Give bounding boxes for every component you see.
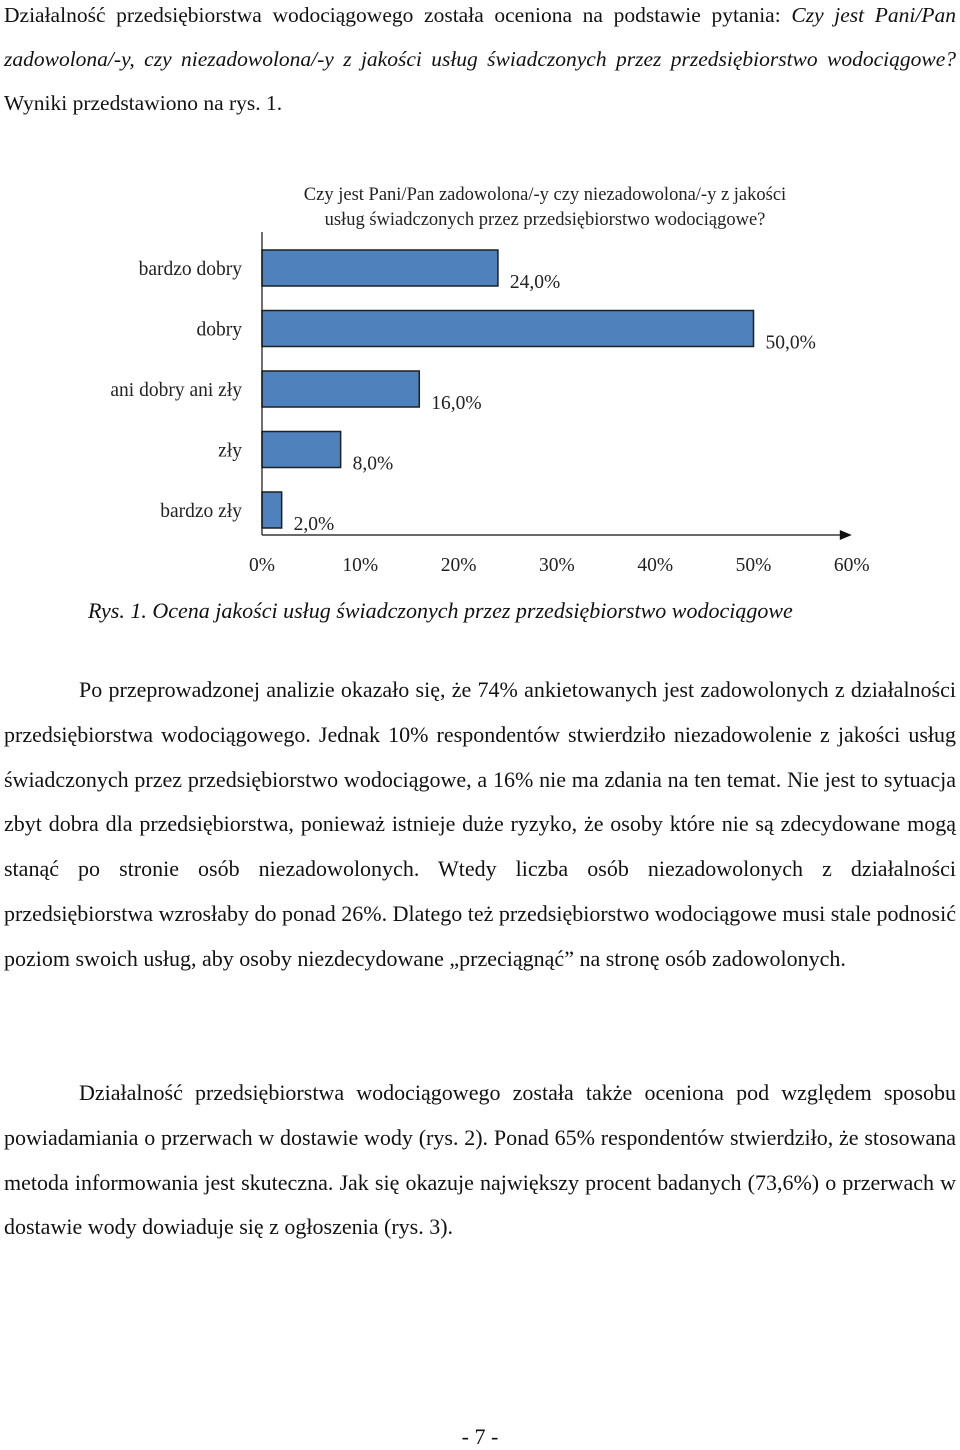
survey-question: Czy jest Pani/Pan zadowolona/-y, czy niezadowolona/-y z jakości usług świadczonych przez przedsiębiorstwo wodociągowe? [4,3,956,71]
category-label: bardzo zły [160,501,242,522]
bar-bardzo-zły [262,492,282,528]
bar-value-label: 16,0% [431,393,482,414]
notification-paragraph: Działalność przedsiębiorstwa wodociągowego została także oceniona pod względem sposobu powiadamiania o przerwach w dostawie wody (rys. 2). Ponad 65% respondentów stwierdziło, że stosowana metoda informowania jest skuteczna. Jak się okazuje największy procent badanych (73,6%) o przerwach w dostawie wody dowiaduje się z ogłoszenia (rys. 3). [4,1080,956,1240]
bar-value-label: 8,0% [352,453,394,475]
page-number: - 7 - [461,1424,499,1449]
chart-title [304,185,786,230]
x-tick-label: 20% [440,555,477,576]
category-label: zły [218,440,242,462]
chart-bars [110,250,815,535]
x-tick-label: 10% [342,555,379,576]
x-tick-label: 30% [539,555,575,576]
x-axis-arrow-icon [840,530,852,540]
bar-dobry [262,311,754,347]
intro-paragraph [4,0,956,125]
intro-text-start: Działalność przedsiębiorstwa wodociągowego została oceniona na podstawie pytania: [4,3,792,27]
survey-bar-chart [0,170,960,590]
bar-value-label: 2,0% [293,514,335,535]
bar-ani-dobry-ani-zły [262,371,419,407]
analysis-paragraph: Po przeprowadzonej analizie okazało się, że 74% ankietowanych jest zadowolonych z działalności przedsiębiorstwa wodociągowego. Jednak 10% respondentów stwierdziło niezadowolenie z jakości usług świadczonych przez przedsiębiorstwo wodociągowe, a 16% nie ma zdania na ten temat. Nie jest to sytuacja zbyt dobra dla przedsiębiorstwa, ponieważ istnieje duże ryzyko, że osoby które nie są zdecydowane mogą stanąć po stronie osób niezadowolonych. Wtedy liczba osób niezadowolonych z działalności przedsiębiorstwa wzrosłaby do ponad 26%. Dlatego też przedsiębiorstwo wodociągowe musi stale podnosić poziom swoich usług, aby osoby niezdecydowane „przeciągnąć” na stronę osób zadowolonych. [4,677,956,971]
bar-value-label: 24,0% [509,272,561,293]
x-tick-label: 40% [637,555,674,576]
category-label: bardzo dobry [138,259,242,280]
x-tick-label: 50% [735,555,772,576]
intro-text-end: Wyniki przedstawiono na rys. 1. [4,91,283,115]
bar-zły [262,432,341,468]
x-tick-label: 0% [249,555,275,576]
x-tick-label: 60% [833,555,870,576]
chart-title-line: Czy jest Pani/Pan zadowolona/-y czy niezadowolona/-y z jakości [303,185,787,205]
bar-bardzo-dobry [262,250,498,286]
category-label: ani dobry ani zły [110,380,242,401]
bar-value-label: 50,0% [765,332,816,354]
figure-caption: Rys. 1. Ocena jakości usług świadczonych przez przedsiębiorstwo wodociągowe [88,598,793,623]
category-label: dobry [196,319,242,341]
chart-title-line: usług świadczonych przez przedsiębiorstwo wodociągowe? [324,210,766,230]
